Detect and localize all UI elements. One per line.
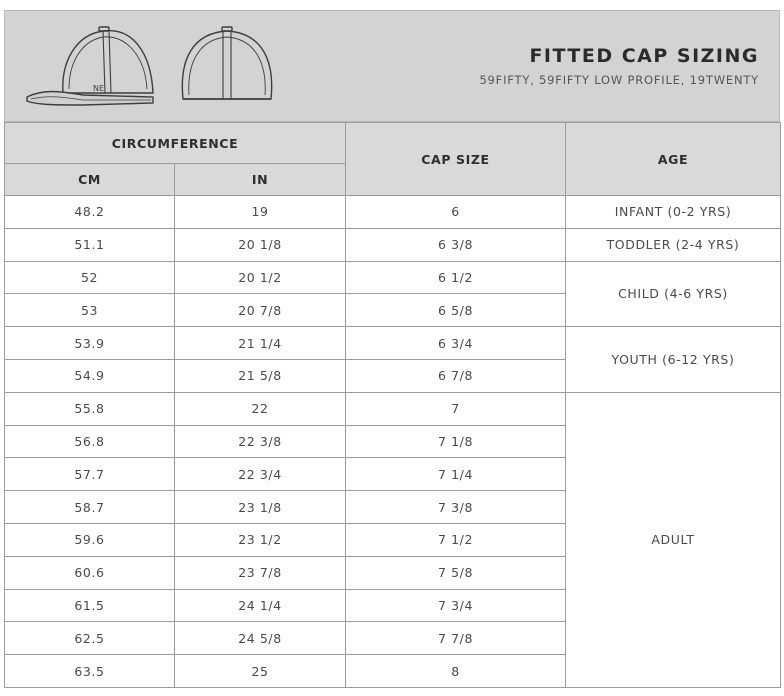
cell-cap-size: 7 1/8: [346, 425, 566, 458]
cell-cap-size: 7: [346, 392, 566, 425]
cap-side-view-icon: [27, 27, 153, 105]
size-chart-table: [4, 122, 781, 688]
cell-cm: 53.9: [5, 327, 175, 360]
cell-in: 19: [175, 196, 346, 229]
cell-in: 24 1/4: [175, 589, 346, 622]
cell-cm: 55.8: [5, 392, 175, 425]
cell-in: 24 5/8: [175, 622, 346, 655]
cell-in: 23 1/8: [175, 491, 346, 524]
cell-in: 22: [175, 392, 346, 425]
page-subtitle: 59FIFTY, 59FIFTY LOW PROFILE, 19TWENTY: [479, 73, 759, 87]
cell-in: 23 7/8: [175, 556, 346, 589]
cap-back-view-icon: [182, 27, 271, 99]
cell-in: 20 1/2: [175, 261, 346, 294]
cell-cap-size: 6 3/8: [346, 228, 566, 261]
cell-cap-size: 7 3/4: [346, 589, 566, 622]
cell-in: 23 1/2: [175, 523, 346, 556]
cell-cm: 56.8: [5, 425, 175, 458]
cell-in: 22 3/4: [175, 458, 346, 491]
cell-age-infant: INFANT (0-2 YRS): [566, 196, 781, 229]
cell-cap-size: 7 7/8: [346, 622, 566, 655]
cell-cap-size: 6 3/4: [346, 327, 566, 360]
table-row: [5, 228, 781, 261]
cell-cm: 53: [5, 294, 175, 327]
cell-age-child: CHILD (4-6 YRS): [566, 261, 781, 327]
header-cm: CM: [5, 164, 175, 196]
cell-in: 20 7/8: [175, 294, 346, 327]
table-row: [5, 392, 781, 425]
cell-cm: 54.9: [5, 359, 175, 392]
cell-age-youth: YOUTH (6-12 YRS): [566, 327, 781, 393]
header-cap-size: CAP SIZE: [346, 123, 566, 196]
cell-cm: 59.6: [5, 523, 175, 556]
cap-illustration: [23, 23, 283, 111]
cell-cm: 63.5: [5, 655, 175, 688]
cell-in: 20 1/8: [175, 228, 346, 261]
cell-cap-size: 7 5/8: [346, 556, 566, 589]
cell-cm: 51.1: [5, 228, 175, 261]
cell-cm: 60.6: [5, 556, 175, 589]
table-row: [5, 196, 781, 229]
cell-cm: 57.7: [5, 458, 175, 491]
cell-cap-size: 6 5/8: [346, 294, 566, 327]
cell-cap-size: 6: [346, 196, 566, 229]
header-circumference: CIRCUMFERENCE: [5, 123, 346, 164]
cell-cm: 48.2: [5, 196, 175, 229]
page-title: FITTED CAP SIZING: [529, 45, 759, 67]
header-in: IN: [175, 164, 346, 196]
cell-cm: 62.5: [5, 622, 175, 655]
cell-cm: 58.7: [5, 491, 175, 524]
cell-cm: 52: [5, 261, 175, 294]
table-row: [5, 261, 781, 294]
header-banner: [4, 10, 780, 122]
cell-in: 21 1/4: [175, 327, 346, 360]
cell-cm: 61.5: [5, 589, 175, 622]
cell-in: 22 3/8: [175, 425, 346, 458]
cell-age-toddler: TODDLER (2-4 YRS): [566, 228, 781, 261]
cell-age-adult: ADULT: [566, 392, 781, 687]
header-age: AGE: [566, 123, 781, 196]
cell-cap-size: 7 1/2: [346, 523, 566, 556]
cell-cap-size: 6 1/2: [346, 261, 566, 294]
table-row: [5, 327, 781, 360]
cell-cap-size: 7 3/8: [346, 491, 566, 524]
cell-cap-size: 6 7/8: [346, 359, 566, 392]
cell-in: 21 5/8: [175, 359, 346, 392]
cell-cap-size: 7 1/4: [346, 458, 566, 491]
cell-in: 25: [175, 655, 346, 688]
svg-text:NE: NE: [93, 84, 105, 93]
cell-cap-size: 8: [346, 655, 566, 688]
